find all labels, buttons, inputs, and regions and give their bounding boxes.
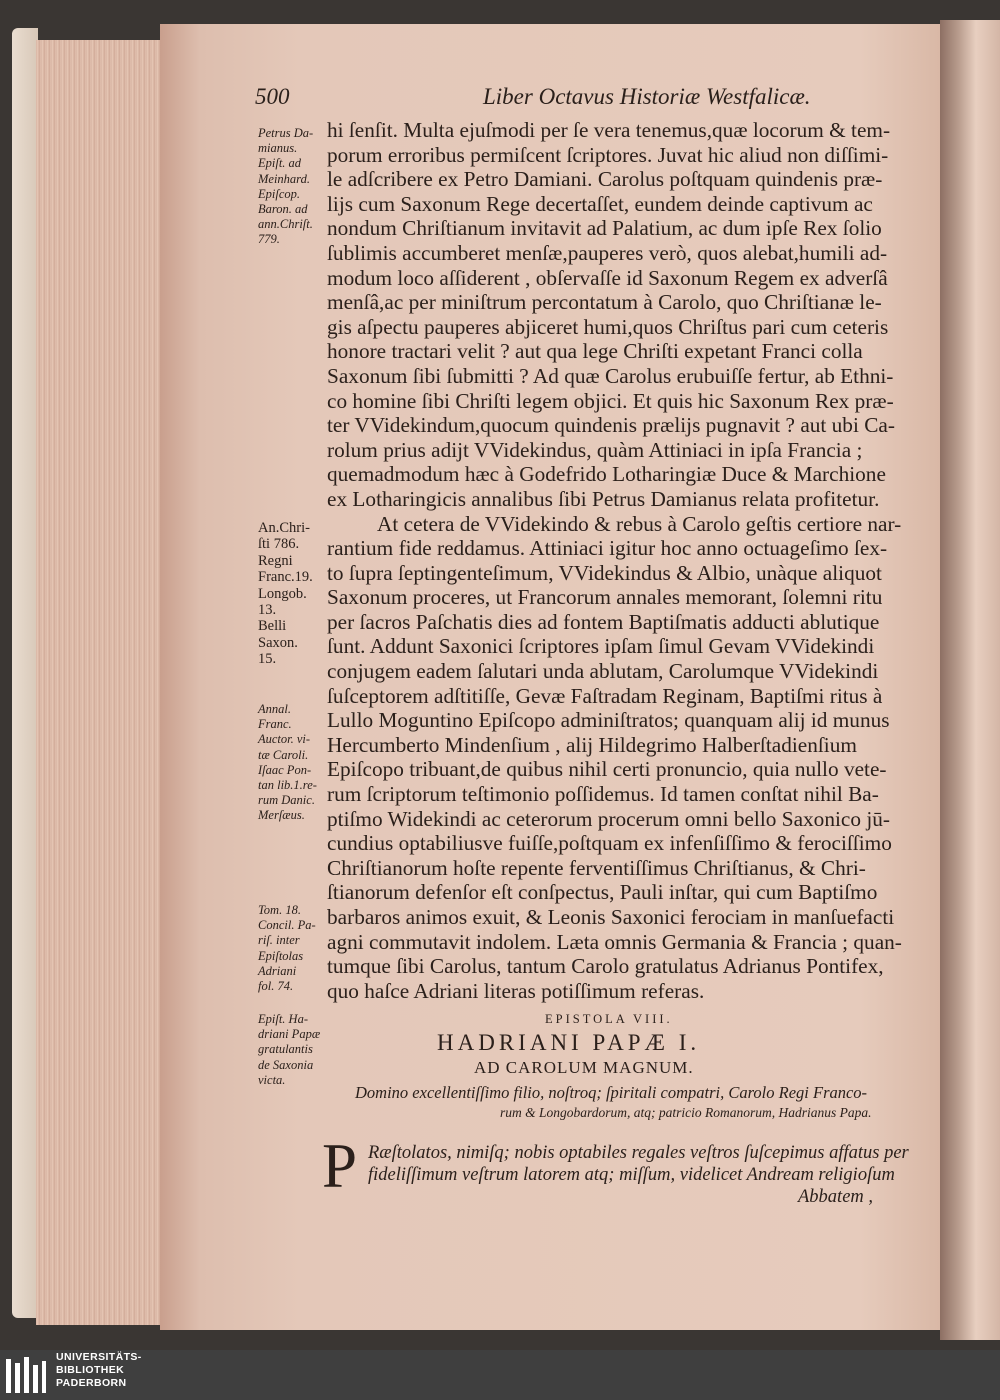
library-name [56, 1351, 142, 1390]
library-logo-icon [3, 1353, 49, 1397]
library-name-line: UNIVERSITÄTS- [56, 1351, 142, 1363]
page-stack-edge [36, 40, 176, 1325]
text-line: nondum Chriſtianum invitavit ad Palatium, ac dum ipſe Rex ſolio [327, 216, 882, 241]
margin-note-line: Belli [258, 618, 287, 635]
margin-note-line: Auctor. vi- [258, 732, 311, 747]
letter-salutation [355, 1083, 915, 1123]
margin-note-line: mianus. [258, 141, 298, 156]
text-line: honore tractari velit ? aut qua lege Chriſti expetant Franci colla [327, 339, 863, 364]
letter-body-line: Ræſtolatos, nimiſq; nobis optabiles regales veſtros ſuſcepimus affatus per [368, 1143, 909, 1163]
margin-note-petrus-damianus [258, 126, 313, 248]
margin-note-line: 13. [258, 602, 277, 619]
margin-note-line: Franc. [258, 717, 292, 732]
margin-note-line: Epiſt. ad [258, 156, 302, 171]
margin-note-line: Epiſt. Ha- [258, 1012, 308, 1026]
margin-note-line: riſ. inter [258, 933, 300, 948]
margin-note-line: driani Papæ [258, 1027, 321, 1042]
text-line: ſuſceptorem adſtitiſſe, Gevæ Faſtradam Reginam, Baptiſmi ritus à [327, 683, 883, 708]
margin-note-line: tæ Caroli. [258, 747, 309, 762]
text-line: menſâ,ac per miniſtrum percontatum à Carolo, quo Chriſtianæ le- [327, 290, 882, 315]
margin-note-line: Iſaac Pon- [258, 762, 312, 777]
margin-note-line: Annal. [258, 702, 291, 716]
margin-note-line: Longob. [258, 585, 307, 602]
margin-note-line: Baron. ad [258, 202, 308, 217]
text-line: quemadmodum hæc à Godefrido Lotharingiæ Duce & Marchione [327, 462, 886, 487]
text-line: ptiſmo Widekindi ac ceterorum procerum omni bello Saxonico jū- [327, 806, 890, 831]
text-line: ſunt. Addunt Saxonici ſcriptores ipſam ſimul Gevam VVidekindi [327, 634, 875, 659]
margin-note-line: Petrus Da- [258, 126, 314, 140]
margin-note-line: Regni [258, 552, 293, 569]
text-line: Hercumberto Mindenſium , alij Hildegrimo Halberſtadienſium [327, 732, 857, 757]
page-number: 500 [255, 84, 290, 109]
margin-note-line: gratulantis [258, 1042, 313, 1057]
text-line: gis aſpectu pauperes abjiceret humi,quos Chriſtus pari cum ceteris [327, 314, 889, 339]
letter-subtitle: AD CAROLUM MAGNUM. [474, 1058, 694, 1077]
text-line: hi ſenſit. Multa ejuſmodi per ſe vera tenemus,quæ locorum & tem- [327, 118, 891, 142]
salutation-line: Domino excellentiſſimo filio, noſtroq; ſpiritali compatri, Carolo Regi Franco- [355, 1083, 868, 1102]
left-page-edge [12, 28, 38, 1318]
text-line: Epiſcopo tribuant,de quibus nihil certi pronuncio, quia nullo vete- [327, 757, 887, 782]
margin-note-line: 779. [258, 232, 280, 247]
text-line: per ſacros Paſchatis dies ad fontem Baptiſmatis adducti ablutique [327, 609, 880, 634]
margin-note-line: Tom. 18. [258, 903, 301, 917]
margin-note-line: de Saxonia [258, 1057, 314, 1072]
letter-body [368, 1143, 928, 1208]
library-footer-bar [0, 1350, 1000, 1400]
text-line: to ſupra ſeptingenteſimum, VVidekindus & Albio, unàque aliquot [327, 560, 882, 585]
running-header [255, 84, 811, 114]
text-line: porum erroribus permiſcent ſcriptores. Juvat hic aliud non diſſimi- [327, 142, 889, 167]
running-title: Liber Octavus Historiæ Westfalicæ. [483, 84, 811, 109]
text-line: Saxonum proceres, ut Francorum annales memorant, ſolemni ritu [327, 585, 883, 610]
margin-note-line: Adriani [258, 963, 297, 978]
main-text-block [327, 118, 927, 1003]
text-line: agni commutavit indolem. Læta omnis Germania & Francia ; quan- [327, 929, 902, 954]
text-line: At cetera de VVidekindo & rebus à Carolo geſtis certiore nar- [377, 511, 902, 536]
text-line: rolum prius adijt VVidekindus, quàm Attiniaci in ipſa Francia ; [327, 437, 863, 462]
margin-note-line: Franc.19. [258, 569, 313, 586]
margin-note-line: ſti 786. [258, 536, 300, 553]
text-line: Chriſtianorum hoſte repente ferventiſſimus Chriſtianus, & Chri- [327, 855, 866, 880]
margin-note-annales [258, 702, 317, 824]
text-line: co homine ſibi Chriſti legem objici. Et quis hic Saxonum Rex præ- [327, 388, 894, 413]
text-line: modum loco aſſiderent , obſervaſſe id Saxonum Regem ex adverſâ [327, 265, 888, 290]
text-line: ex Lotharingicis annalibus ſibi Petrus Damianus relata profitetur. [327, 486, 880, 511]
drop-cap-initial: P [322, 1131, 358, 1201]
margin-note-line: Saxon. [258, 634, 298, 651]
epistola-label: EPISTOLA VIII. [545, 1012, 673, 1026]
text-line: lijs cum Saxonum Rege decertaſſet, eundem deinde captivum ac [327, 191, 873, 216]
salutation-line: rum & Longobardorum, atq; patricio Romanorum, Hadrianus Papa. [500, 1105, 872, 1120]
margin-note-line: Merſæus. [258, 808, 305, 823]
margin-note-line: rum Danic. [258, 793, 315, 808]
margin-note-line: 15. [258, 651, 277, 668]
library-name-line: BIBLIOTHEK [56, 1364, 125, 1376]
text-line: ter VVidekindum,quocum quindenis prælijs pugnavit ? aut ubi Ca- [327, 413, 895, 438]
text-line: Saxonum ſibi ſubmitti ? Ad quæ Carolus erubuiſſe fertur, ab Ethni- [327, 363, 894, 388]
margin-note-epistola-hadriani [258, 1012, 320, 1088]
margin-note-line: fol. 74. [258, 979, 294, 994]
text-line: tumque ſibi Carolus, tantum Carolo gratulatus Adrianus Pontifex, [327, 954, 884, 979]
margin-note-line: tan lib.1.re- [258, 778, 317, 793]
margin-note-line: An.Chri- [258, 520, 310, 536]
text-line: rum ſcriptorum teſtimonio poſſidemus. Id tamen conſtat nihil Ba- [327, 782, 879, 807]
text-line: rantium fide reddamus. Attiniaci igitur hoc anno octuageſimo ſex- [327, 536, 888, 561]
margin-note-an-christi [258, 520, 313, 668]
margin-note-line: Concil. Pa- [258, 918, 316, 933]
text-line: quo haſce Adriani literas potiſſimum referas. [327, 978, 705, 1003]
letter-title: HADRIANI PAPÆ I. [437, 1030, 701, 1055]
margin-note-line: Epiſtolas [258, 948, 304, 963]
book-binding [940, 20, 1000, 1340]
text-line: conjugem eadem ſalutari unda ablutam, Carolumque VVidekindi [327, 659, 879, 684]
margin-note-line: ann.Chriſt. [258, 217, 313, 232]
margin-note-line: Epiſcop. [258, 186, 301, 201]
margin-note-line: victa. [258, 1072, 286, 1087]
text-line: barbaros animos exuit, & Leonis Saxonici ferociam in manſuefacti [327, 905, 895, 929]
text-line: cundius optabiliusve fuiſſe,poſtquam ex infenſiſſimo & ferociſſimo [327, 831, 892, 856]
letter-body-line: Abbatem , [798, 1186, 874, 1207]
margin-note-line: Meinhard. [258, 171, 310, 186]
text-line: le adſcribere ex Petro Damiani. Carolus poſtquam quindenis præ- [327, 167, 883, 192]
text-line: ſublimis accumberet menſæ,pauperes verò, quos alebat,humili ad- [327, 240, 888, 265]
text-line: ſtianorum defenſor eſt conſpectus, Pauli inſtar, qui cum Baptiſmo [327, 880, 878, 905]
library-name-line: PADERBORN [56, 1377, 127, 1389]
letter-body-line: fideliſſimum veſtrum latorem atq; miſſum, videlicet Andream religioſum [368, 1164, 895, 1185]
text-line: Lullo Moguntino Epiſcopo adminiſtratos; quanquam alij id munus [327, 708, 890, 733]
margin-note-concilia [258, 903, 316, 994]
